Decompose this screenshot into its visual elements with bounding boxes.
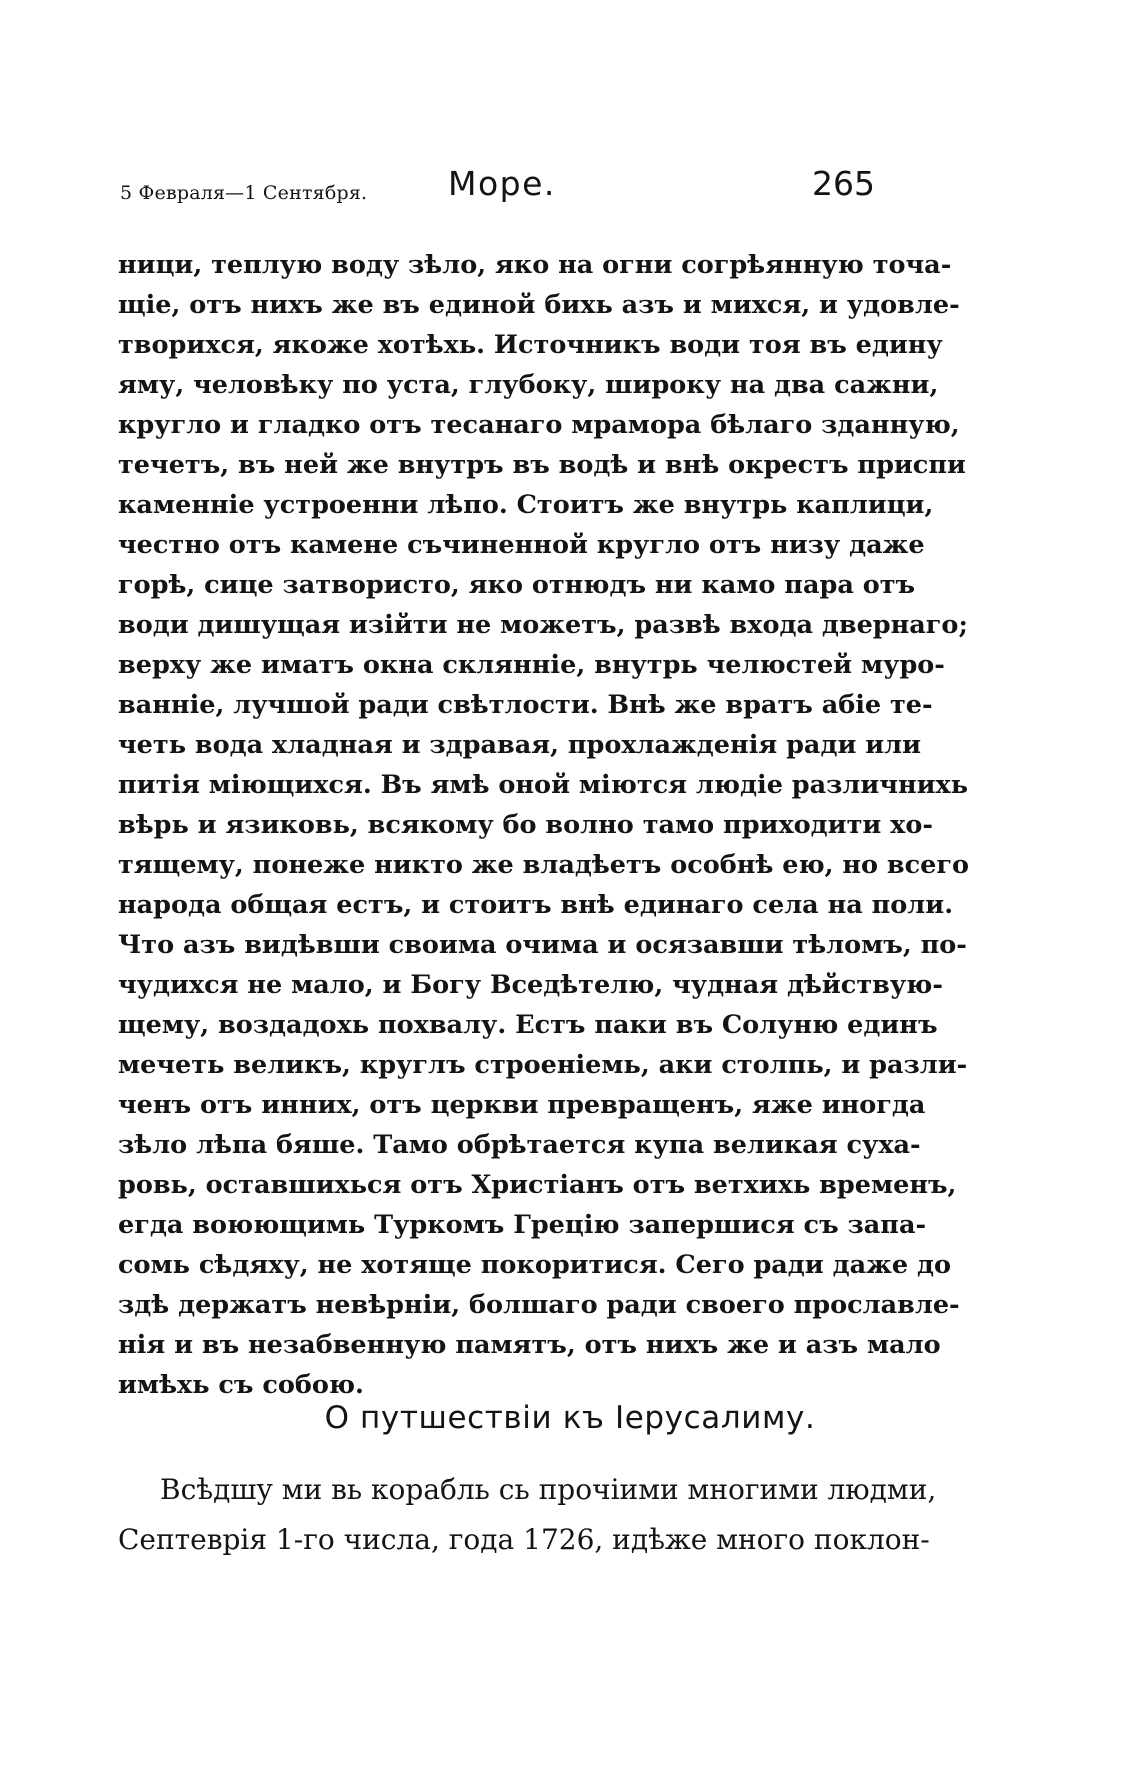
text-line: нія и въ незабвенную памятъ, отъ нихъ же и азъ мало xyxy=(118,1330,941,1360)
text-line: щіе, отъ нихъ же въ единой бихь азъ и михся, и удовле- xyxy=(118,290,960,320)
text-line: имѣхь съ собою. xyxy=(118,1370,364,1400)
text-line: зѣло лѣпа бяше. Тамо обрѣтается купа великая суха- xyxy=(118,1130,921,1160)
header-date-range: 5 Февраля—1 Сентября. xyxy=(120,182,368,204)
text-line: ченъ отъ инних, отъ церкви превращенъ, яже иногда xyxy=(118,1090,926,1120)
paragraph-body xyxy=(118,245,970,1405)
text-line: честно отъ камене съчиненной кругло отъ низу даже xyxy=(118,530,925,560)
text-line: мечеть великъ, круглъ строеніемь, аки столпь, и разли- xyxy=(118,1050,968,1080)
text-line: ванніе, лучшой ради свѣтлости. Внѣ же вратъ абіе те- xyxy=(118,690,933,720)
text-line: Всѣдшу ми вь корабль сь прочіими многими людми, xyxy=(160,1473,937,1506)
text-line: сомь сѣдяху, не хотяще покоритися. Сего ради даже до xyxy=(118,1250,951,1280)
text-line: ници, теплую воду зѣло, яко на огни согрѣянную точа- xyxy=(118,250,952,280)
text-line: четь вода хладная и здравая, прохлажденія ради или xyxy=(118,730,922,760)
text-line: творихся, якоже хотѣхь. Источникъ води тоя въ едину xyxy=(118,330,943,360)
text-line: Септеврія 1-го числа, года 1726, идѣже много поклон- xyxy=(118,1523,930,1556)
paragraph-next-section xyxy=(118,1465,937,1565)
text-line: здѣ держатъ невѣрніи, болшаго ради своего прославле- xyxy=(118,1290,960,1320)
text-line: яму, человѣку по уста, глубоку, широку на два сажни, xyxy=(118,370,939,400)
text-line: питія міющихся. Въ ямѣ оной міются людіе различнихь xyxy=(118,770,969,800)
text-line: егда воюющимь Туркомъ Грецію запершися съ запа- xyxy=(118,1210,927,1240)
running-header xyxy=(120,160,875,210)
text-line: води дишущая изійти не можетъ, развѣ входа двернаго; xyxy=(118,610,968,640)
text-line: Что азъ видѣвши своима очима и осязавши тѣломъ, по- xyxy=(118,930,967,960)
section-heading: О путшествіи къ Іерусалиму. xyxy=(324,1400,816,1436)
text-line: горѣ, сице затвористо, яко отнюдъ ни камо пара отъ xyxy=(118,570,916,600)
text-line: вѣрь и язиковь, всякому бо волно тамо приходити хо- xyxy=(118,810,933,840)
header-chapter-title: Море. xyxy=(448,164,556,203)
text-line: верху же иматъ окна склянніе, внутрь челюстей муро- xyxy=(118,650,945,680)
text-line: тящему, понеже никто же владѣетъ особнѣ ею, но всего xyxy=(118,850,970,880)
text-line: течетъ, въ ней же внутръ въ водѣ и внѣ окрестъ приспи xyxy=(118,450,966,480)
text-line: щему, воздадохь похвалу. Естъ паки въ Солуню единъ xyxy=(118,1010,938,1040)
text-line: чудихся не мало, и Богу Вседѣтелю, чудная дѣйствую- xyxy=(118,970,943,1000)
text-line: каменніе устроенни лѣпо. Стоитъ же внутрь каплици, xyxy=(118,490,934,520)
page-number: 265 xyxy=(812,164,875,203)
text-line: народа общая естъ, и стоитъ внѣ единаго села на поли. xyxy=(118,890,954,920)
text-line: ровь, оставшихься отъ Христіанъ отъ ветхихь временъ, xyxy=(118,1170,957,1200)
text-line: кругло и гладко отъ тесанаго мрамора бѣлаго зданную, xyxy=(118,410,960,440)
